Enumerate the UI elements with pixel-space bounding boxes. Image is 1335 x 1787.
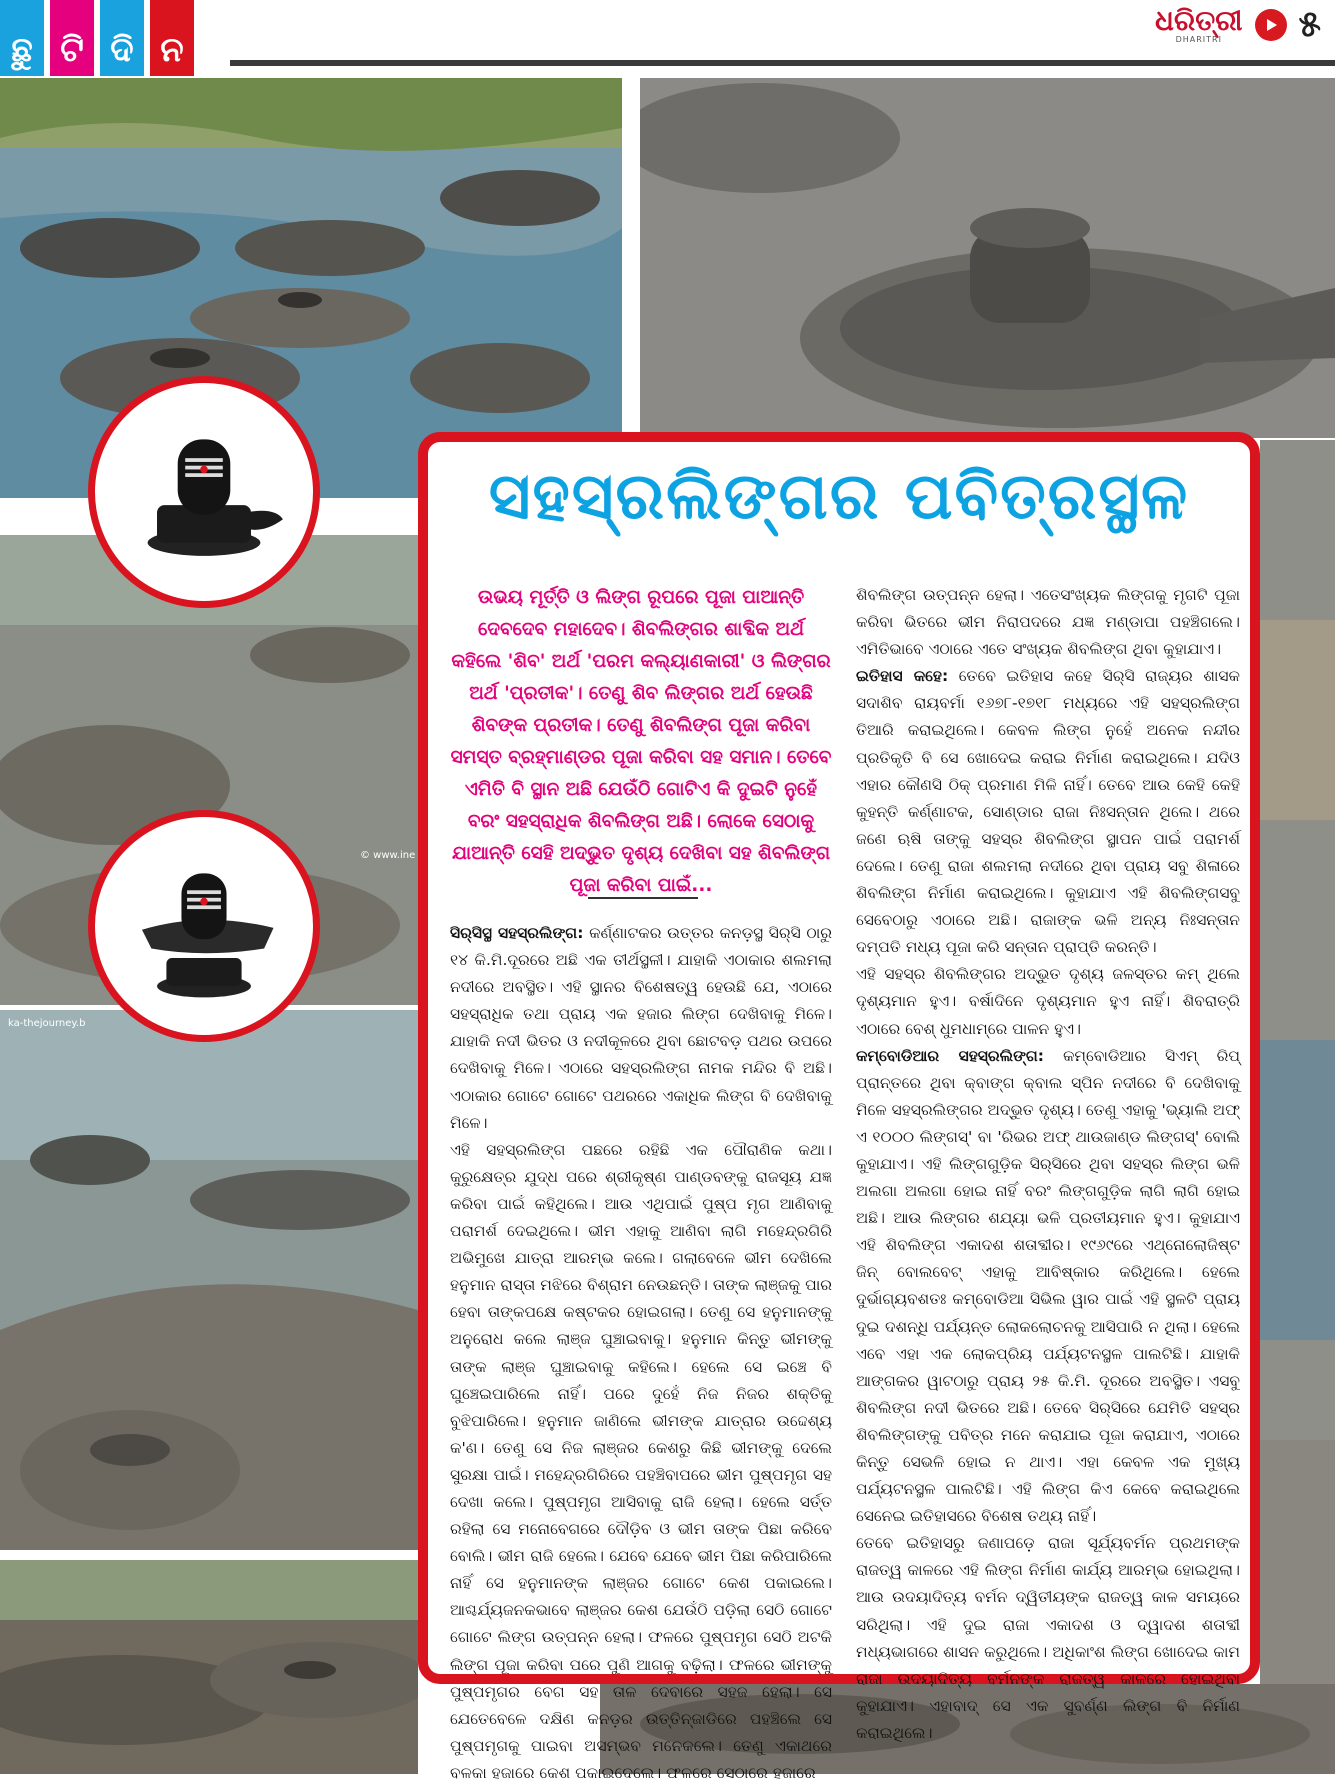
paragraph-text: ଶିବଲିଙ୍ଗ ଉତ୍ପନ୍ନ ହେଲା। ଏତେସଂଖ୍ୟକ ଲିଙ୍ଗକୁ ମୃଗଟି ପୂଜା କରିବା ଭିତରେ ଭୀମ ନିରାପଦରେ ଯଜ୍ଞ ମଣ୍ଡାପା ପହଞ୍ଚିଗଲେ। ଏମିତିଭାବେ ଏଠାରେ ଏତେ ସଂଖ୍ୟକ ଶିବଲିଙ୍ଗ ଥିବା କୁହାଯାଏ। [856,586,1240,659]
paragraph-text: ତେବେ ଇତିହାସ କହେ ସିର୍‌ସି ରାଜ୍ୟର ଶାସକ ସଦାଶିବ ରାୟବର୍ମା ୧୬୭୮-୧୭୧୮ ମଧ୍ୟରେ ଏହି ସହସ୍ରଲିଙ୍ଗ ତିଆରି କରାଇଥିଲେ। କେବଳ ଲିଙ୍ଗ ନୁହେଁ ଅନେକ ନନ୍ଦୀର ପ୍ରତିକୃତି ବି ସେ ଖୋଦେଇ କରାଇ ନିର୍ମାଣ କରାଇଥିଲେ। ଯଦିଓ ଏହାର କୌଣସି ଠିକ୍ ପ୍ରମାଣ ମିଳି ନାହିଁ। ତେବେ ଆଉ କେହି କେହି କୁହନ୍ତି କର୍ଣ୍ଣାଟକ, ସୋଣ୍ଡାର ରାଜା ନିଃସନ୍ତାନ ଥିଲେ। ଥରେ ଜଣେ ଋଷି ତାଙ୍କୁ ସହସ୍ର ଶିବଲିଙ୍ଗ ସ୍ଥାପନ ପାଇଁ ପରାମର୍ଶ ଦେଲେ। ତେଣୁ ରାଜା ଶଲମଲା ନଦୀରେ ଥିବା ପ୍ରାୟ ସବୁ ଶିଳାରେ ଶିବଲିଙ୍ଗ ନିର୍ମାଣ କରାଇଥିଲେ। କୁହାଯାଏ ଏହି ଶିବଲିଙ୍ଗସବୁ ସେବେଠାରୁ ଏଠାରେ ଅଛି। ରାଜାଙ୍କ ଭଳି ଅନ୍ୟ ନିଃସନ୍ତାନ ଦମ୍ପତି ମଧ୍ୟ ପୂଜା କରି ସନ୍ତାନ ପ୍ରାପ୍ତି କରନ୍ତି। [856,667,1240,957]
section-logo-letter: ଛୁ [0,0,44,76]
paragraph [450,920,832,1137]
photo-credit: © www.ine [360,850,416,861]
photo-closeup-linga [640,78,1335,438]
paragraph [450,1137,832,1787]
photo-credit: ka-thejourney.b [8,1018,86,1029]
subhead: ସିର୍‌ସିସ୍ଥ ସହସ୍ରଲିଙ୍ଗ: [450,924,584,942]
brand-logo [1155,3,1243,44]
subhead: କମ୍ବୋଡିଆର ସହସ୍ରଲିଙ୍ଗ: [856,1046,1045,1065]
paragraph [856,1043,1240,1531]
paragraph [856,1530,1240,1747]
paragraph-text: କର୍ଣ୍ଣାଟକର ଉତ୍ତର କନଡ଼ସ୍ଥ ସିର୍‌ସି ଠାରୁ ୧୪ କି.ମି.ଦୂରରେ ଅଛି ଏକ ତୀର୍ଥସ୍ଥଳୀ। ଯାହାକି ଏଠାକାର ଶଲମଲା ନଦୀରେ ଅବସ୍ଥିତ। ଏହି ସ୍ଥାନର ବିଶେଷତ୍ୱ ହେଉଛି ଯେ, ଏଠାରେ ସହସ୍ରାଧିକ ତଥା ପ୍ରାୟ ଏକ ହଜାର ଲିଙ୍ଗ ଦେଖିବାକୁ ମିଳେ। ଯାହାକି ନଦୀ ଭିତର ଓ ନଦୀକୂଳରେ ଥିବା ଛୋଟବଡ଼ ପଥର ଉପରେ ଦେଖିବାକୁ ମିଳେ। ଏଠାରେ ସହସ୍ରଲିଙ୍ଗ ନାମକ ମନ୍ଦିର ବି ଅଛି। ଏଠାକାର ଗୋଟେ ଗୋଟେ ପଥରରେ ଏକାଧିକ ଲିଙ୍ଗ ବି ଦେଖିବାକୁ ମିଳେ। [450,924,832,1132]
photo-carved-yoni [0,1010,418,1550]
article-box [418,432,1260,1782]
photo-river-lingas-bottom-left [0,1560,418,1774]
page-number: ୫ [1298,4,1321,45]
article-title: ସହସ୍ରଲିଙ୍ଗର ପବିତ୍ରସ୍ଥଳ [488,460,1190,534]
article-lead: ଉଭୟ ମୂର୍ତ୍ତି ଓ ଲିଙ୍ଗ ରୂପରେ ପୂଜା ପାଆନ୍ତି ଦେବଦେବ ମହାଦେବ। ଶିବଲିଙ୍ଗର ଶାବ୍ଦିକ ଅର୍ଥ କହିଲେ 'ଶିବ' ଅର୍ଥ 'ପରମ କଲ୍ୟାଣକାରୀ' ଓ ଲିଙ୍ଗର ଅର୍ଥ 'ପ୍ରତୀକ'। ତେଣୁ ଶିବ ଲିଙ୍ଗର ଅର୍ଥ ହେଉଛି ଶିବଙ୍କ ପ୍ରତୀକ। ତେଣୁ ଶିବଲିଙ୍ଗ ପୂଜା କରିବା ସମସ୍ତ ବ୍ରହ୍ମାଣ୍ଡର ପୂଜା କରିବା ସହ ସମାନ। ତେବେ ଏମିତି ବି ସ୍ଥାନ ଅଛି ଯେଉଁଠି ଗୋଟିଏ କି ଦୁଇଟି ନୁହେଁ ବରଂ ସହସ୍ରାଧିକ ଶିବଲିଙ୍ଗ ଅଛି। ଲୋକେ ସେଠାକୁ ଯାଆନ୍ତି ସେହି ଅଦ୍ଭୁତ ଦୃଶ୍ୟ ଦେଖିବା ସହ ଶିବଲିଙ୍ଗ ପୂଜା କରିବା ପାଇଁ... [450,587,832,896]
header-rule [230,60,1335,66]
linga-figure-top [88,376,320,608]
paragraph-text: କମ୍ବୋଡିଆର ସିଏମ୍ ରିପ୍ ପ୍ରାନ୍ତରେ ଥିବା କ୍ବାଙ୍ଗ କ୍ବାଲ ସ୍ପିନ ନଦୀରେ ବି ଦେଖିବାକୁ ମିଳେ ସହସ୍ରଲିଙ୍ଗର ଅଦ୍ଭୁତ ଦୃଶ୍ୟ। ତେଣୁ ଏହାକୁ 'ଭ୍ୟାଲି ଅଫ୍ ଏ ୧୦୦୦ ଲିଙ୍ଗସ୍' ବା 'ରିଭର ଅଫ୍ ଥାଉଜାଣ୍ଡ ଲିଙ୍ଗସ୍' ବୋଲି କୁହାଯାଏ। ଏହି ଲିଙ୍ଗଗୁଡ଼ିକ ସିର୍‌ସିରେ ଥିବା ସହସ୍ର ଲିଙ୍ଗ ଭଳି ଅଲଗା ଅଲଗା ହୋଇ ନାହିଁ ବରଂ ଲିଙ୍ଗଗୁଡ଼ିକ ଲାଗି ଲାଗି ହୋଇ ଅଛି। ଆଉ ଲିଙ୍ଗର ଶଯ୍ୟା ଭଳି ପ୍ରତୀୟମାନ ହୁଏ। କୁହାଯାଏ ଏହି ଶିବଲିଙ୍ଗ ଏକାଦଶ ଶତାବ୍ଦୀର। ୧୯୬୯ରେ ଏଥ୍‌ନୋଲୋଜିଷ୍ଟ ଜିନ୍ ବୋଲବେଟ୍ ଏହାକୁ ଆବିଷ୍କାର କରିଥିଲେ। ହେଲେ ଦୁର୍ଭାଗ୍ୟବଶତଃ କମ୍ବୋଡିଆ ସିଭିଲ ୱାର ପାଇଁ ଏହି ସ୍ଥଳଟି ପ୍ରାୟ ଦୁଇ ଦଶନ୍ଧି ପର୍ଯ୍ୟନ୍ତ ଲୋକଲୋଚନକୁ ଆସିପାରି ନ ଥିଲା। ହେଲେ ଏବେ ଏହା ଏକ ଲୋକପ୍ରିୟ ପର୍ଯ୍ୟଟନସ୍ଥଳ ପାଲଟିଛି। ଯାହାକି ଆଙ୍ଗକର ୱାଟଠାରୁ ପ୍ରାୟ ୨୫ କି.ମି. ଦୂରରେ ଅବସ୍ଥିତ। ଏସବୁ ଶିବଲିଙ୍ଗ ନଦୀ ଭିତରେ ଅଛି। ତେବେ ସିର୍‌ସିରେ ଯେମିତି ସହସ୍ର ଶିବଲିଙ୍ଗଙ୍କୁ ପବିତ୍ର ମନେ କରାଯାଇ ପୂଜା କରାଯାଏ, ଏଠାରେ କିନ୍ତୁ ସେଭଳି ହୋଇ ନ ଥାଏ। ଏହା କେବଳ ଏକ ମୁଖ୍ୟ ପର୍ଯ୍ୟଟନସ୍ଥଳ ପାଲଟିଛି। ଏହି ଲିଙ୍ଗ କିଏ କେବେ କରାଇଥିଲେ ସେନେଇ ଇତିହାସରେ ବିଶେଷ ତଥ୍ୟ ନାହିଁ। [856,1046,1240,1526]
paragraph [856,663,1240,961]
brand-name: ଧରିତ୍ରୀ [1155,3,1243,37]
masthead [1155,4,1321,46]
photo-right-strip [1260,440,1335,1774]
paragraph-text: ଏହି ସହସ୍ର ଶିବଲିଙ୍ଗର ଅଦ୍ଭୁତ ଦୃଶ୍ୟ ଜଳସ୍ତର କମ୍ ଥିଲେ ଦୃଶ୍ୟମାନ ହୁଏ। ବର୍ଷାଦିନେ ଦୃଶ୍ୟମାନ ହୁଏ ନାହିଁ। ଶିବରାତ୍ରି ଏଠାରେ ବେଶ୍ ଧୁମଧାମ୍‌ରେ ପାଳନ ହୁଏ। [856,965,1240,1038]
lead-divider [588,897,698,899]
paragraph-text: ଏହି ସହସ୍ରଲିଙ୍ଗ ପଛରେ ରହିଛି ଏକ ପୌରାଣିକ କଥା। କୁରୁକ୍ଷେତ୍ର ଯୁଦ୍ଧ ପରେ ଶ୍ରୀକୃଷ୍ଣ ପାଣ୍ଡବଙ୍କୁ ରାଜସୂୟ ଯଜ୍ଞ କରିବା ପାଇଁ କହିଥିଲେ। ଆଉ ଏଥିପାଇଁ ପୁଷ୍ପ ମୃଗ ଆଣିବାକୁ ପରାମର୍ଶ ଦେଇଥିଲେ। ଭୀମ ଏହାକୁ ଆଣିବା ଲାଗି ମହେନ୍ଦ୍ରଗିରି ଅଭିମୁଖେ ଯାତ୍ରା ଆରମ୍ଭ କଲେ। ଗଲାବେଳେ ଭୀମ ଦେଖିଲେ ହନୁମାନ ରାସ୍ତା ମଝିରେ ବିଶ୍ରାମ ନେଉଛନ୍ତି। ତାଙ୍କ ଲାଞ୍ଜକୁ ପାର ହେବା ତାଙ୍କପକ୍ଷେ କଷ୍ଟକର ହୋଇଗଲା। ତେଣୁ ସେ ହନୁମାନଙ୍କୁ ଅନୁରୋଧ କଲେ ଲାଞ୍ଜ ଘୁଞ୍ଚାଇବାକୁ। ହନୁମାନ କିନ୍ତୁ ଭୀମଙ୍କୁ ତାଙ୍କ ଲାଞ୍ଜ ଘୁଞ୍ଚାଇବାକୁ କହିଲେ। ହେଲେ ସେ ଇଞ୍ଚେ ବି ଘୁଞ୍ଚେଇପାରିଲେ ନାହିଁ। ପରେ ଦୁହେଁ ନିଜ ନିଜର ଶକ୍ତିକୁ ବୁଝିପାରିଲେ। ହନୁମାନ ଜାଣିଲେ ଭୀମଙ୍କ ଯାତ୍ରାର ଉଦ୍ଦେଶ୍ୟ କ'ଣ। ତେଣୁ ସେ ନିଜ ଲାଞ୍ଜର କେଶରୁ କିଛି ଭୀମଙ୍କୁ ଦେଲେ ସୁରକ୍ଷା ପାଇଁ। ମହେନ୍ଦ୍ରଗିରିରେ ପହଞ୍ଚିବାପରେ ଭୀମ ପୁଷ୍ପମୃଗ ସହ ଦେଖା କଲେ। ପୁଷ୍ପମୃଗ ଆସିବାକୁ ରାଜି ହେଲା। ହେଲେ ସର୍ତ୍ତ ରହିଲା ସେ ମନୋବେଗରେ ଦୌଡ଼ିବ ଓ ଭୀମ ତାଙ୍କ ପିଛା କରିବେ ବୋଲି। ଭୀମ ରାଜି ହେଲେ। ଯେବେ ଯେବେ ଭୀମ ପିଛା କରିପାରିଲେ ନାହିଁ ସେ ହନୁମାନଙ୍କ ଲାଞ୍ଜର ଗୋଟେ କେଶ ପକାଇଲେ। ଆଶ୍ଚର୍ଯ୍ୟଜନକଭାବେ ଲାଞ୍ଜର କେଶ ଯେଉଁଠି ପଡ଼ିଲା ସେଠି ଗୋଟେ ଗୋଟେ ଲିଙ୍ଗ ଉତ୍ପନ୍ନ ହେଲା। ଫଳରେ ପୁଷ୍ପମୃଗ ସେଠି ଅଟକି ଲିଙ୍ଗ ପୂଜା କରିବା ପରେ ପୁଣି ଆଗକୁ ବଢ଼ିଲା। ଫଳରେ ଭୀମଙ୍କୁ ପୁଷ୍ପମୃଗର ବେଗ ସହ ତାଳ ଦେବାରେ ସହଜ ହେଲା। ସେ ଯେତେବେଳେ ଦକ୍ଷିଣ କନଡ଼ର ଉତ୍ତିନ୍‌ଜାଡିରେ ପହଞ୍ଚିଲେ ସେ ପୁଷ୍ପମୃଗକୁ ପାଇବା ଅସମ୍ଭବ ମନେକଲେ। ତେଣୁ ଏକାଥରେ ବଳକା ହଜାରେ କେଶ ପକାଇଦେଲେ। ଫଳରେ ସେଠାରେ ହଜାରେ [450,1140,832,1782]
linga-figure-bottom [88,810,320,1042]
section-logo [0,0,194,76]
brand-sub: DHARITRI [1175,34,1222,44]
paragraph [856,582,1240,663]
article-column-2 [856,582,1240,1747]
section-logo-letter: ଦି [100,0,144,76]
paragraph [856,961,1240,1042]
subhead: ଇତିହାସ କହେ: [856,667,949,686]
section-logo-letter: ଟି [50,0,94,76]
section-logo-letter: ନ [150,0,194,76]
article-column-1 [450,920,832,1787]
paragraph-text: ତେବେ ଇତିହାସରୁ ଜଣାପଡ଼େ ରାଜା ସୂର୍ଯ୍ୟବର୍ମନ ପ୍ରଥମଙ୍କ ରାଜତ୍ୱ କାଳରେ ଏହି ଲିଙ୍ଗ ନିର୍ମାଣ କାର୍ଯ୍ୟ ଆରମ୍ଭ ହୋଇଥିଲା। ଆଉ ଉଦୟାଦିତ୍ୟ ବର୍ମନ ଦ୍ୱିତୀୟଙ୍କ ରାଜତ୍ୱ କାଳ ସମୟରେ ସରିଥିଲା। ଏହି ଦୁଇ ରାଜା ଏକାଦଶ ଓ ଦ୍ୱାଦଶ ଶତାବ୍ଦୀ ମଧ୍ୟଭାଗରେ ଶାସନ କରୁଥିଲେ। ଅଧିକାଂଶ ଲିଙ୍ଗ ଖୋଦେଇ କାମ ରାଜା ଉଦୟାଦିତ୍ୟ ବର୍ମନଙ୍କ ରାଜତ୍ୱ କାଳରେ ହୋଇଥିବା କୁହାଯାଏ। ଏହାବାଦ୍ ସେ ଏକ ସୁବର୍ଣ୍ଣ ଲିଙ୍ଗ ବି ନିର୍ମାଣ କରାଇଥିଲେ। [856,1534,1240,1742]
play-icon [1255,9,1287,41]
